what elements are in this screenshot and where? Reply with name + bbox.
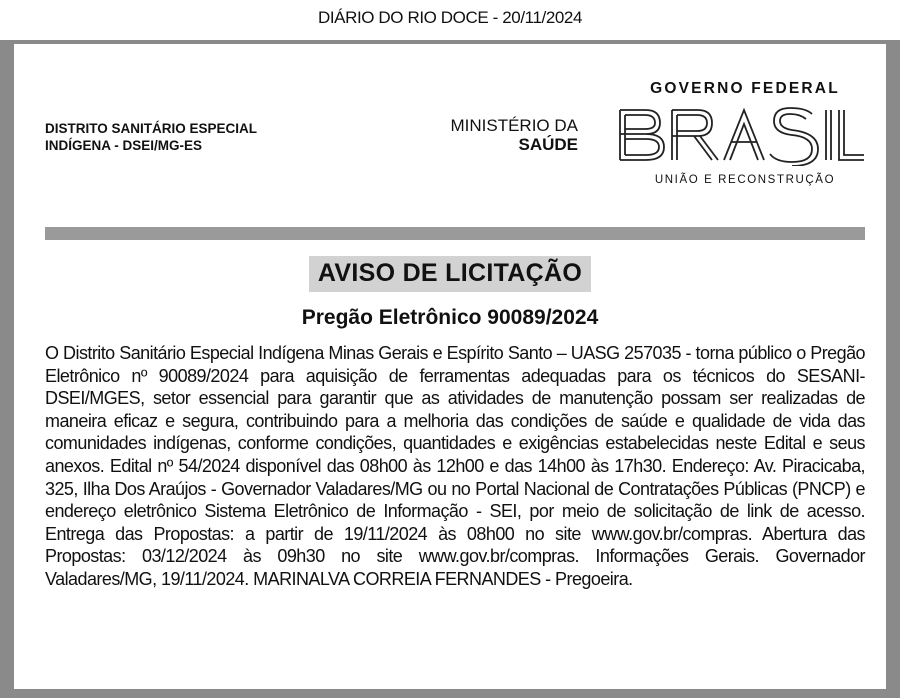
dsei-line-1: DISTRITO SANITÁRIO ESPECIAL — [45, 121, 258, 136]
brasil-wordmark-icon — [616, 104, 866, 166]
notice-subtitle: Pregão Eletrônico 90089/2024 — [301, 306, 599, 329]
uniao-reconstrucao-label: UNIÃO E RECONSTRUÇÃO — [654, 174, 836, 186]
ministerio-block — [414, 116, 578, 154]
notice-title-wrap — [14, 256, 886, 292]
governo-federal-label: GOVERNO FEDERAL — [650, 80, 840, 97]
notice-body: O Distrito Sanitário Especial Indígena Minas Gerais e Espírito Santo – UASG 257035 - torna público o Pregão Eletrônico nº 90089/2024 para aquisição de ferramentas adequadas para os técnicos do SESANI-DSEI/MGES, setor essencial para garantir que as atividades de manutenção possam ser realizadas de maneira eficaz e segura, contribuindo para a melhoria das condições de saúde e qualidade de vida das comunidades indígenas, conforme condições, quantidades e exigências estabelecidas neste Edital e seus anexos. Edital nº 54/2024 disponível das 08h00 às 12h00 e das 14h00 às 17h30. Endereço: Av. Piracicaba, 325, Ilha Dos Araújos - Governador Valadares/MG ou no Portal Nacional de Contratações Públicas (PNCP) e endereço eletrônico Sistema Eletrônico de Informação - SEI, por meio de solicitação de link de acesso. Entrega das Propostas: a partir de 19/11/2024 às 08h00 no site www.gov.br/compras. Abertura das Propostas: 03/12/2024 às 09h30 no site www.gov.br/compras. Informações Gerais. Governador Valadares/MG, 19/11/2024. MARINALVA CORREIA FERNANDES - Pregoeira. — [45, 343, 865, 589]
dsei-line-2: INDÍGENA - DSEI/MG-ES — [45, 138, 203, 153]
ministerio-line-1: MINISTÉRIO DA — [450, 116, 578, 135]
governo-federal-logo — [616, 80, 866, 186]
newspaper-header: DIÁRIO DO RIO DOCE - 20/11/2024 — [317, 8, 583, 27]
header-divider — [45, 227, 865, 240]
dsei-block — [45, 120, 257, 154]
notice-title: AVISO DE LICITAÇÃO — [309, 256, 591, 292]
notice-frame — [0, 40, 900, 698]
ministerio-line-2: SAÚDE — [518, 135, 578, 154]
notice-box — [14, 44, 886, 689]
